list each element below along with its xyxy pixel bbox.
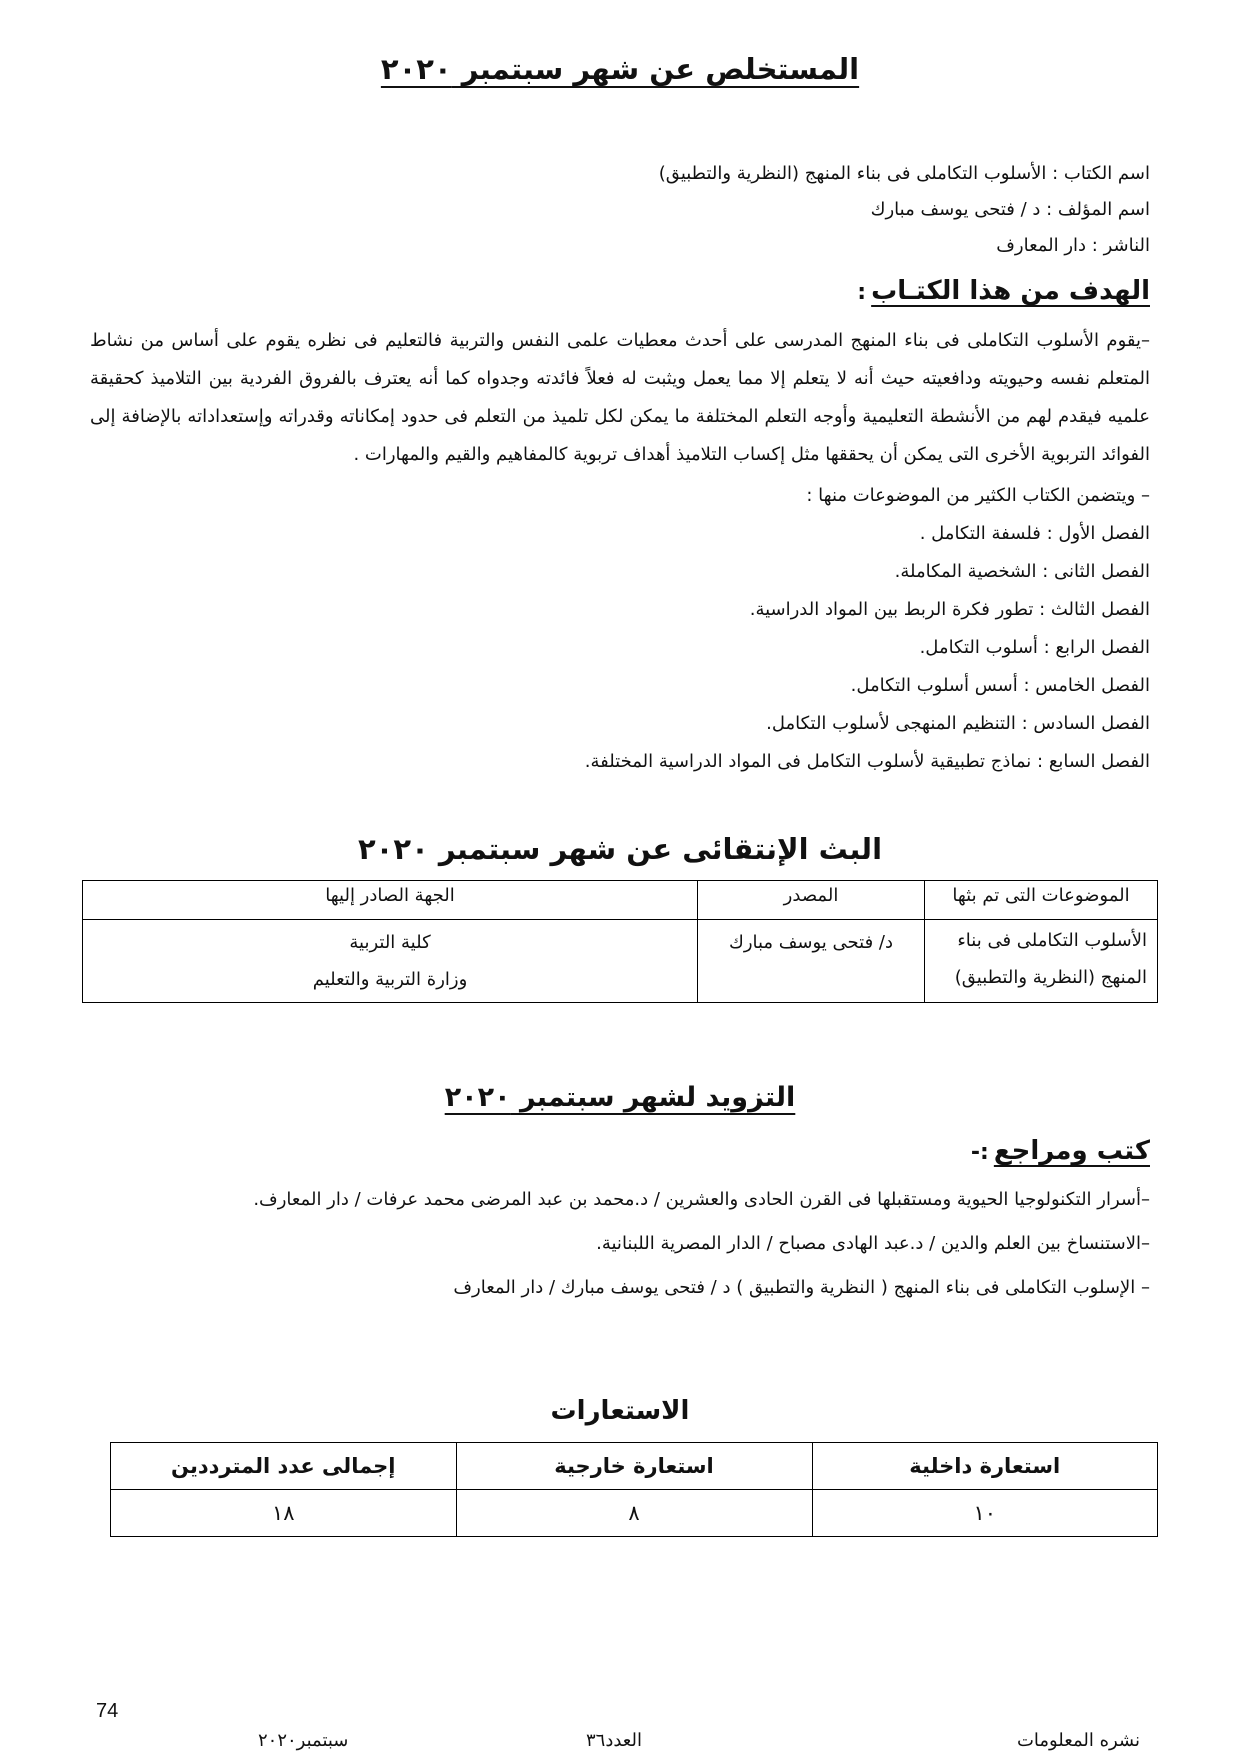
- chapter-item: الفصل الخامس : أسس أسلوب التكامل.: [850, 675, 1150, 696]
- table-header-row: [83, 881, 1158, 920]
- table-header-cell: المصدر: [698, 881, 925, 920]
- goal-heading-colon: :: [857, 280, 867, 305]
- books-heading-colon: :-: [970, 1140, 989, 1165]
- table-header-cell: الموضوعات التى تم بثها: [925, 881, 1158, 920]
- loans-title: الاستعارات: [550, 1396, 690, 1426]
- table-header-cell: إجمالى عدد المترددين: [111, 1443, 457, 1490]
- table-row: [111, 1490, 1158, 1537]
- recipient-line: كلية التربية: [349, 932, 431, 953]
- table-header-row: [111, 1443, 1158, 1490]
- goal-paragraph: –يقوم الأسلوب التكاملى فى بناء المنهج المدرسى على أحدث معطيات علمى النفس والتربية فالتعليم فى نظره يقوم على أساس من نشاط المتعلم نفسه وحيويته ودافعيته حيث أنه لا يتعلم إلا مما يعمل ويثبت له فعلاً فائدته وجدواه كما أنه يعترف بالفروق الفردية بين التلاميذ كحقيقة علميه فيقدم لهم من الأنشطة التعليمية وأوجه التعلم المختلفة ما يمكن لكل تلميذ من التعلم فى حدود إمكاناته وقدراته وإستعداداته بالإضافة إلى الفوائد التربوية الأخرى التى يمكن أن يحققها مثل إكساب التلاميذ أهداف تربوية كالمفاهيم والقيم والمهارات .: [90, 330, 1150, 465]
- books-heading: كتب ومراجع: [993, 1136, 1150, 1166]
- chapter-item: الفصل الثالث : تطور فكرة الربط بين المواد الدراسية.: [749, 599, 1150, 620]
- books-heading-row: [971, 1136, 1150, 1166]
- table-header-cell: استعارة داخلية: [812, 1443, 1158, 1490]
- broadcast-title: البث الإنتقائى عن شهر سبتمبر ٢٠٢٠: [357, 832, 883, 866]
- recipient-cell: [83, 920, 698, 1003]
- chapter-item: الفصل الرابع : أسلوب التكامل.: [919, 637, 1150, 658]
- book-publisher: الناشر : دار المعارف: [996, 235, 1150, 256]
- chapter-item: الفصل السابع : نماذج تطبيقية لأسلوب التكامل فى المواد الدراسية المختلفة.: [584, 751, 1150, 772]
- footer-date: سبتمبر٢٠٢٠: [258, 1730, 349, 1751]
- chapter-item: الفصل الثانى : الشخصية المكاملة.: [894, 561, 1150, 582]
- goal-heading: الهدف من هذا الكتـاب: [871, 276, 1150, 306]
- footer-publication: نشره المعلومات: [1016, 1730, 1140, 1751]
- chapter-item: الفصل السادس : التنظيم المنهجى لأسلوب التكامل.: [766, 713, 1150, 734]
- reference-item: –أسرار التكنولوجيا الحيوية ومستقبلها فى القرن الحادى والعشرين / د.محمد بن عبد المرضى محمد عرفات / دار المعارف.: [253, 1189, 1150, 1210]
- supply-title: التزويد لشهر سبتمبر ٢٠٢٠: [444, 1082, 796, 1113]
- total-visitors-value: ١٨: [111, 1490, 457, 1537]
- chapter-item: الفصل الأول : فلسفة التكامل .: [919, 523, 1150, 544]
- table-row: [83, 920, 1158, 1003]
- external-loans-value: ٨: [456, 1490, 812, 1537]
- table-header-cell: الجهة الصادر إليها: [83, 881, 698, 920]
- topic-cell: الأسلوب التكاملى فى بناء المنهج (النظرية والتطبيق): [925, 920, 1158, 1003]
- goal-heading-row: [857, 276, 1150, 306]
- broadcast-table: [82, 880, 1158, 1003]
- reference-item: – الإسلوب التكاملى فى بناء المنهج ( النظرية والتطبيق ) د / فتحى يوسف مبارك / دار المعارف: [453, 1277, 1150, 1298]
- recipient-line: وزارة التربية والتعليم: [312, 969, 468, 990]
- book-name: اسم الكتاب : الأسلوب التكاملى فى بناء المنهج (النظرية والتطبيق): [658, 163, 1150, 184]
- reference-item: –الاستنساخ بين العلم والدين / د.عبد الهادى مصباح / الدار المصرية اللبنانية.: [596, 1233, 1150, 1254]
- contents-intro: – ويتضمن الكتاب الكثير من الموضوعات منها :: [806, 485, 1150, 506]
- table-header-cell: استعارة خارجية: [456, 1443, 812, 1490]
- page-number: 74: [96, 1700, 119, 1722]
- book-author: اسم المؤلف : د / فتحى يوسف مبارك: [870, 199, 1150, 220]
- source-cell: د/ فتحى يوسف مبارك: [698, 920, 925, 1003]
- page-title: المستخلص عن شهر سبتمبر ٢٠٢٠: [380, 52, 860, 86]
- loans-table: [110, 1442, 1158, 1537]
- internal-loans-value: ١٠: [812, 1490, 1158, 1537]
- footer-issue: العدد٣٦: [586, 1730, 642, 1751]
